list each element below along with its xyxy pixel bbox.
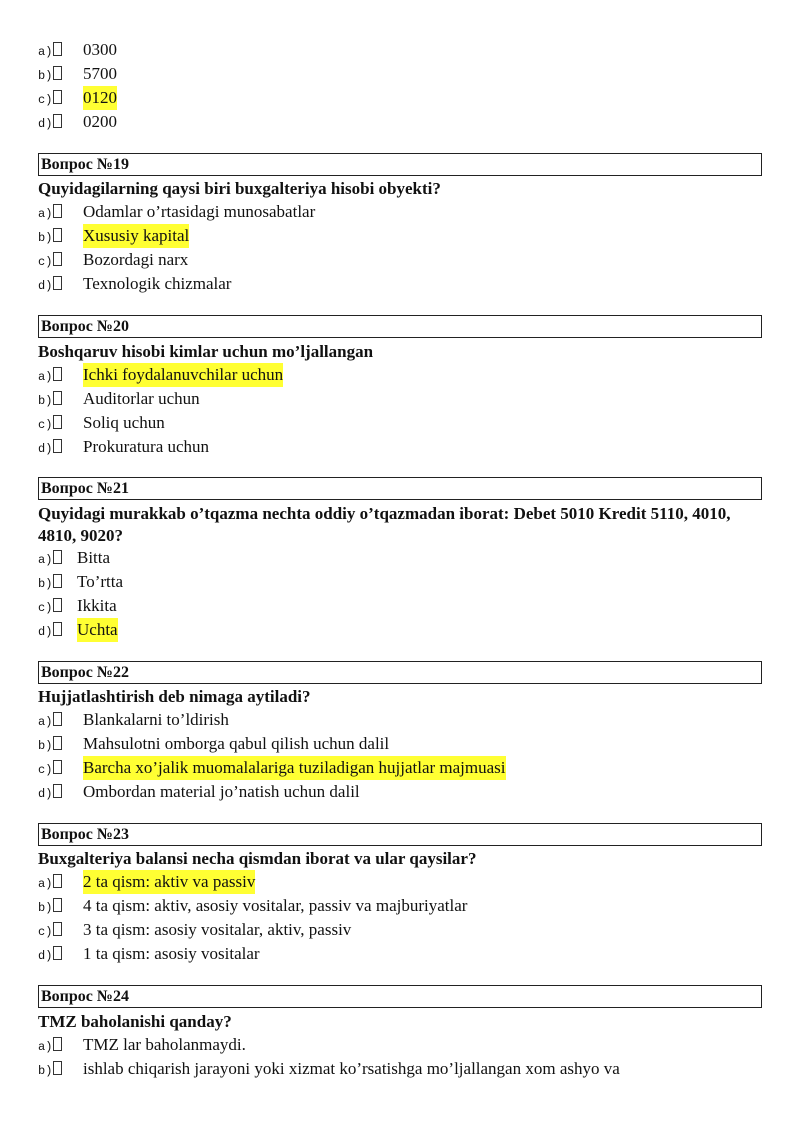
option-text: Auditorlar uchun [83, 389, 200, 408]
checkbox-icon [53, 712, 62, 726]
option-b[interactable] [38, 62, 117, 86]
question-options [38, 546, 124, 642]
question-header: Вопрос №20 [38, 315, 762, 338]
option-c[interactable] [38, 86, 117, 110]
checkbox-icon [53, 946, 62, 960]
question-text: Boshqaruv hisobi kimlar uchun mo’ljallangan [38, 342, 374, 361]
question-options [38, 870, 468, 966]
option-text-highlighted: 0120 [83, 86, 117, 110]
option-d[interactable] [38, 942, 260, 966]
question-header: Вопрос №21 [38, 477, 762, 500]
checkbox-icon [53, 439, 62, 453]
option-text: ishlab chiqarish jarayoni yoki xizmat ko’rsatishga mo’ljallangan xom ashyo va [83, 1059, 620, 1078]
question-header: Вопрос №19 [38, 153, 762, 176]
option-c[interactable] [38, 411, 165, 435]
option-letter: d) [38, 442, 53, 456]
option-letter: d) [38, 117, 53, 131]
option-c[interactable] [38, 918, 352, 942]
option-letter: b) [38, 1064, 53, 1078]
question-header: Вопрос №24 [38, 985, 762, 1008]
option-a[interactable] [38, 200, 316, 224]
checkbox-icon [53, 922, 62, 936]
option-b[interactable] [38, 387, 200, 411]
checkbox-icon [53, 736, 62, 750]
checkbox-icon [53, 598, 62, 612]
option-letter: b) [38, 577, 53, 591]
option-d[interactable] [38, 435, 210, 459]
option-d[interactable] [38, 272, 232, 296]
option-text: 0300 [83, 40, 117, 59]
option-text: Mahsulotni omborga qabul qilish uchun dalil [83, 734, 390, 753]
option-letter: a) [38, 45, 53, 59]
option-text: Ikkita [77, 596, 117, 615]
option-text: Blankalarni to’ldirish [83, 710, 229, 729]
option-b[interactable] [38, 1057, 620, 1081]
option-letter: c) [38, 418, 53, 432]
checkbox-icon [53, 760, 62, 774]
option-text-highlighted: Ichki foydalanuvchilar uchun [83, 363, 283, 387]
checkbox-icon [53, 1037, 62, 1051]
question-options [38, 200, 316, 296]
option-letter: d) [38, 625, 53, 639]
checkbox-icon [53, 550, 62, 564]
question-header: Вопрос №23 [38, 823, 762, 846]
checkbox-icon [53, 367, 62, 381]
option-text: To’rtta [77, 572, 124, 591]
option-a[interactable] [38, 870, 256, 894]
option-a[interactable] [38, 546, 111, 570]
question-text: TMZ baholanishi qanday? [38, 1012, 232, 1031]
option-letter: a) [38, 207, 53, 221]
option-b[interactable] [38, 570, 124, 594]
checkbox-icon [53, 898, 62, 912]
option-letter: a) [38, 370, 53, 384]
option-text: Soliq uchun [83, 413, 165, 432]
checkbox-icon [53, 622, 62, 636]
option-letter: c) [38, 763, 53, 777]
question-options [38, 1033, 620, 1081]
checkbox-icon [53, 66, 62, 80]
checkbox-icon [53, 252, 62, 266]
option-a[interactable] [38, 38, 117, 62]
option-letter: a) [38, 877, 53, 891]
option-text: 0200 [83, 112, 117, 131]
checkbox-icon [53, 42, 62, 56]
option-c[interactable] [38, 594, 117, 618]
option-text: Ombordan material jo’natish uchun dalil [83, 782, 360, 801]
option-letter: b) [38, 231, 53, 245]
option-letter: b) [38, 394, 53, 408]
option-letter: b) [38, 69, 53, 83]
question-options [38, 363, 284, 459]
option-b[interactable] [38, 732, 390, 756]
checkbox-icon [53, 114, 62, 128]
option-letter: c) [38, 925, 53, 939]
option-letter: d) [38, 279, 53, 293]
checkbox-icon [53, 90, 62, 104]
option-letter: b) [38, 739, 53, 753]
option-letter: c) [38, 255, 53, 269]
option-text: Bitta [77, 548, 111, 567]
option-text-highlighted: Uchta [77, 618, 118, 642]
checkbox-icon [53, 784, 62, 798]
option-a[interactable] [38, 1033, 246, 1057]
option-b[interactable] [38, 894, 468, 918]
question-text: Quyidagilarning qaysi biri buxgalteriya hisobi obyekti? [38, 179, 441, 198]
option-letter: a) [38, 1040, 53, 1054]
question-text: Hujjatlashtirish deb nimaga aytiladi? [38, 687, 311, 706]
option-text: 3 ta qism: asosiy vositalar, aktiv, passiv [83, 920, 352, 939]
checkbox-icon [53, 574, 62, 588]
checkbox-icon [53, 1061, 62, 1075]
option-letter: d) [38, 949, 53, 963]
option-text: TMZ lar baholanmaydi. [83, 1035, 246, 1054]
option-d[interactable] [38, 618, 118, 642]
option-letter: a) [38, 715, 53, 729]
question-text: Quyidagi murakkab o’tqazma nechta oddiy o’tqazmadan iborat: Debet 5010 Kredit 5110, 4010, 4810, 9020? [38, 504, 731, 545]
option-a[interactable] [38, 708, 229, 732]
checkbox-icon [53, 391, 62, 405]
option-c[interactable] [38, 756, 506, 780]
option-text-highlighted: 2 ta qism: aktiv va passiv [83, 870, 255, 894]
option-text-highlighted: Xususiy kapital [83, 224, 189, 248]
option-text: 5700 [83, 64, 117, 83]
checkbox-icon [53, 276, 62, 290]
question-options [38, 708, 506, 804]
option-text: 1 ta qism: asosiy vositalar [83, 944, 260, 963]
option-letter: b) [38, 901, 53, 915]
checkbox-icon [53, 228, 62, 242]
option-d[interactable] [38, 780, 360, 804]
option-a[interactable] [38, 363, 284, 387]
option-text: Prokuratura uchun [83, 437, 210, 456]
option-letter: c) [38, 601, 53, 615]
option-letter: a) [38, 553, 53, 567]
option-text: Odamlar o’rtasidagi munosabatlar [83, 202, 316, 221]
checkbox-icon [53, 204, 62, 218]
option-text: Texnologik chizmalar [83, 274, 232, 293]
option-c[interactable] [38, 248, 189, 272]
option-letter: c) [38, 93, 53, 107]
question-header: Вопрос №22 [38, 661, 762, 684]
prev-options [38, 38, 117, 134]
checkbox-icon [53, 874, 62, 888]
checkbox-icon [53, 415, 62, 429]
question-text: Buxgalteriya balansi necha qismdan iborat va ular qaysilar? [38, 849, 477, 868]
option-b[interactable] [38, 224, 190, 248]
option-text: Bozordagi narx [83, 250, 189, 269]
option-text: 4 ta qism: aktiv, asosiy vositalar, passiv va majburiyatlar [83, 896, 468, 915]
option-d[interactable] [38, 110, 117, 134]
option-text-highlighted: Barcha xo’jalik muomalalariga tuziladigan hujjatlar majmuasi [83, 756, 506, 780]
option-letter: d) [38, 787, 53, 801]
